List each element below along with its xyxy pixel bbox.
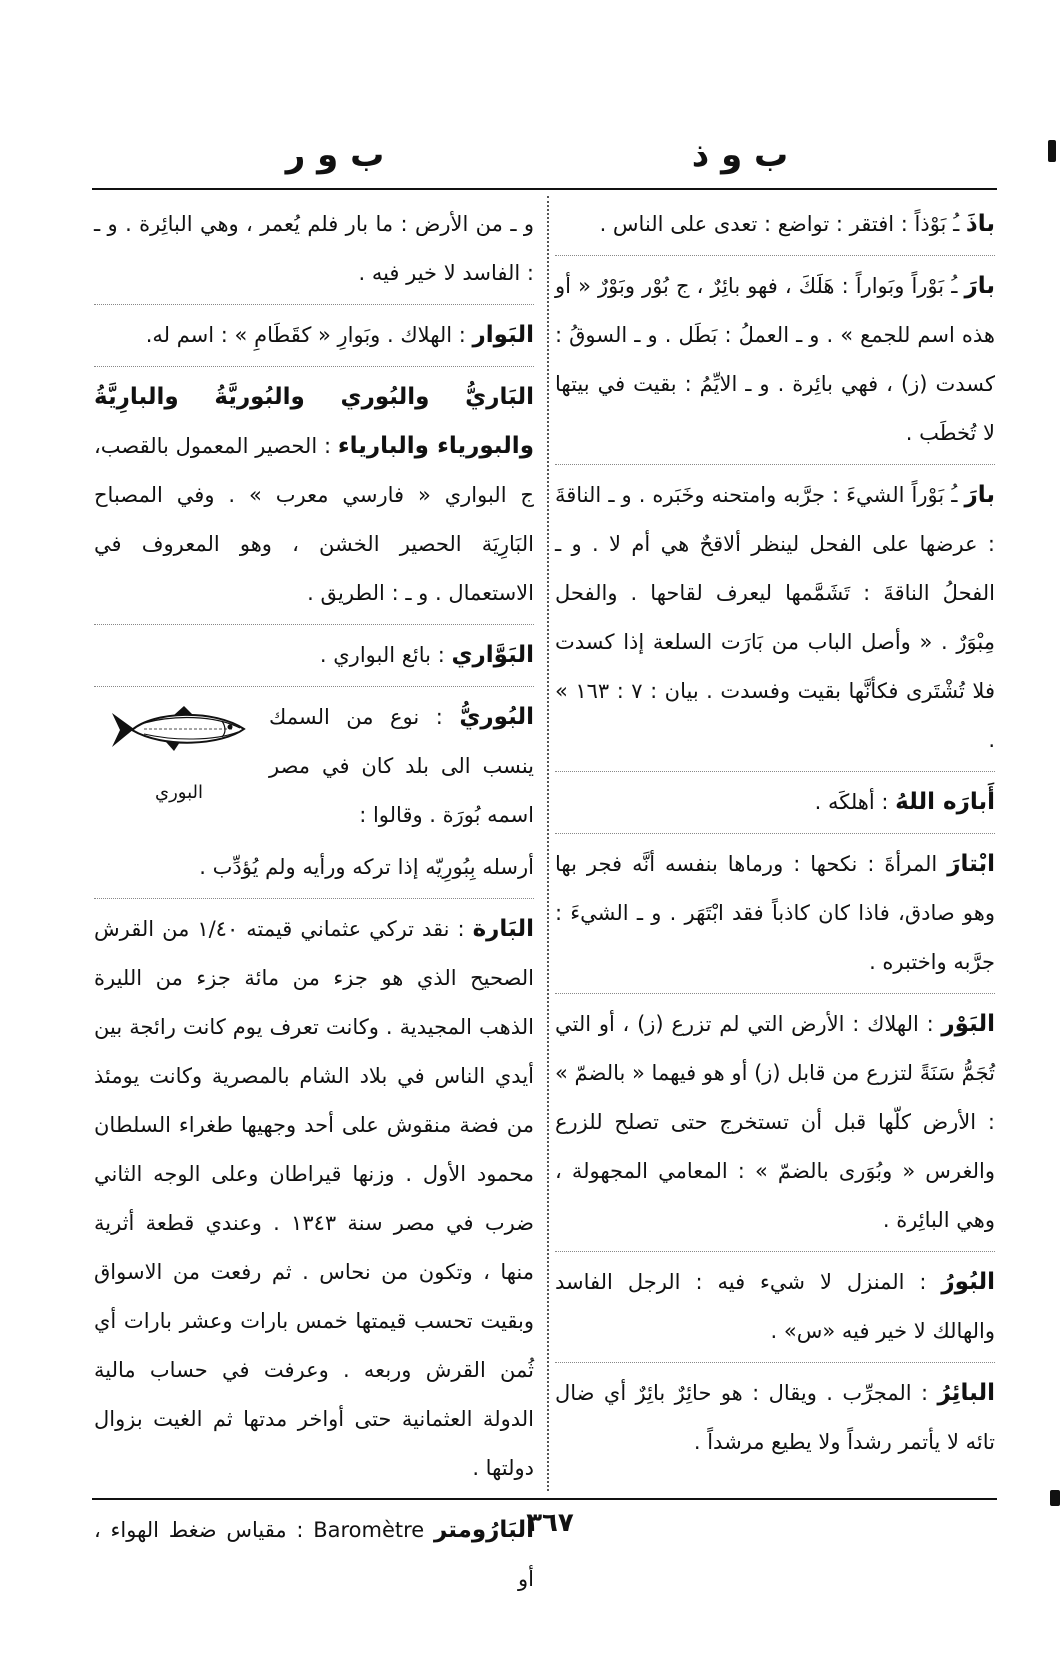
entry-text: Baromètre : مقياس ضغط الهواء ، أو <box>94 1518 534 1591</box>
fish-block <box>94 693 534 843</box>
entry-text: ـُ بَوْراً وبَواراً : هَلَكَ ، فهو بائِرٌ ، ج بُوْر وبَوْرٌ « أو هذه اسم للجمع » . و ـ العملُ : بَطَل . و ـ السوقُ : كسدت (ز) ، فهي بائِرة . و ـ الايِّمُ : بقيت في بيتها لا تُخطَب . <box>555 274 995 445</box>
entry <box>555 840 995 994</box>
entry <box>555 1000 995 1252</box>
entry-text: : المجرِّب . ويقال : هو حائِرٌ بائِرٌ أي ضال تائه لا يأتمر رشداً ولا يطيع مرشداً . <box>555 1381 995 1454</box>
entry <box>94 631 534 687</box>
entry-headword: البَوْر <box>941 1011 995 1037</box>
fish-text <box>269 693 534 840</box>
entry-headword: البَوَّاري <box>451 642 534 668</box>
bottom-rule <box>92 1498 997 1500</box>
fish-icon <box>104 701 254 761</box>
entry-text: ـُ بَوْراً الشيءَ : جرَّبه وامتحنه وخَبَره . و ـ الناقةَ : عرضها على الفحل لينظر ألاقحٌ هي أم لا . و ـ الفحلُ الناقةَ : تَشَمَّمها ليعرف لقاحها . والفحل مِبْوَرٌ . « وأصل الباب من بَارَت السلعة إذا كسدت فلا تُشْتَرى فكأنَّها بقيت وفسدت . بيان : ٧ : ١٦٣ » . <box>555 483 995 752</box>
entry <box>555 778 995 834</box>
right-column <box>555 200 995 1479</box>
entry-headword: البَارة <box>472 916 534 942</box>
entry-headword: البَاريُّ والبُوري والبُوريَّةُ والبارِيَّةُ والبورياء والبارياء <box>94 384 534 459</box>
entry <box>555 1258 995 1363</box>
margin-mark <box>1050 1490 1060 1506</box>
entry <box>94 373 534 625</box>
left-column <box>94 200 534 1616</box>
entry-headword: بارَ <box>964 273 995 299</box>
entry-text: : بائع البواري . <box>319 643 445 667</box>
entry <box>94 1506 534 1610</box>
fish-entry <box>94 693 534 899</box>
entry-headword: باذَ <box>965 211 995 237</box>
entry <box>555 262 995 465</box>
fish-illustration <box>94 701 264 805</box>
entry-text: ـُ بَوْذاً : افتقر : تواضع : تعدى على الناس . <box>599 212 960 236</box>
entry-text: : الهلاك . وبَوارِ « كقَطَامِ » : اسم له. <box>145 323 466 347</box>
entry-headword: ابْتارَ <box>947 851 995 877</box>
entry <box>555 1369 995 1473</box>
entry <box>555 200 995 256</box>
entry <box>94 200 534 305</box>
entry <box>94 905 534 1500</box>
margin-mark <box>1048 140 1056 162</box>
entry-headword: البَارُومتر <box>433 1517 534 1543</box>
entry-headword: البَوار <box>472 322 534 348</box>
entry-headword: أَبارَه اللهُ <box>895 789 995 815</box>
entry-text: و ـ من الأرض : ما بار فلم يُعمر ، وهي البائِرة . و ـ : الفاسد لا خير فيه . <box>94 212 534 285</box>
top-rule <box>92 188 997 190</box>
entry <box>555 471 995 772</box>
entry <box>94 311 534 367</box>
column-divider <box>547 196 549 1491</box>
page-number: ٣٦٧ <box>526 1508 574 1538</box>
entry-headword: البائِرُ <box>937 1380 995 1406</box>
entry-headword: البُوريُّ <box>459 704 534 730</box>
entry-text: : نوع من السمك ينسب الى بلد كان في مصر اسمه بُورَة . وقالوا : <box>269 705 534 827</box>
entry-text: أرسله بِبُورِيّه إذا تركه ورأيه ولم يُؤدِّب . <box>199 855 534 879</box>
fish-caption: البوري <box>155 782 203 803</box>
entry-text: المرأةَ : نكحها : ورماها بنفسه أنَّه فجر بها وهو صادق، فاذا كان كاذباً فقد ابْتَهَر . و ـ الشيءَ : جرَّبه واختبره . <box>555 852 995 974</box>
entry-text: : المنزل لا شيء فيه : الرجل الفاسد والهالك لا خير فيه «س» . <box>555 1270 995 1343</box>
entry-headword: بارَ <box>964 482 995 508</box>
entry-text: : نقد تركي عثماني قيمته ١/٤٠ من القرش الصحيح الذي هو جزء من مائة جزء من الليرة الذهب المجيدية . وكانت تعرف يوم كانت رائجة بين أيدي الناس في بلاد الشام بالمصرية وكانت يومئذ من فضة منقوش على أحد وجهيها طغراء السلطان محمود الأول . وزنها قيراطان وعلى الوجه الثاني ضرب في مصر سنة ١٣٤٣ . وعندي قطعة أثرية منها ، وتكون من نحاس . ثم رفعت من الاسواق وبقيت تحسب قيمتها خمس بارات وعشر بارات أي ثُمن القرش وربعه . وعرفت في حساب مالية الدولة العثمانية حتى أواخر مدتها ثم الغيت بزوال دولتها . <box>94 917 535 1480</box>
entry-headword: البُورُ <box>941 1269 995 1295</box>
root-header-left: ب و ر <box>285 135 385 175</box>
entry-text: : الحصير المعمول بالقصب، ج البواري « فارسي معرب » . وفي المصباح البَارِيَة الحصير الخشن ، وهو المعروف في الاستعمال . و ـ : الطريق . <box>94 434 534 605</box>
entry-text: : الهلاك : الأرض التي لم تزرع (ز) ، أو التي تُجَمُّ سَنَةً لتزرع من قابل (ز) أو هو فيهما « بالضمّ » : الأرض كلّها قبل أن تستخرج حتى تصلح للزرع والغرس « وبُوَرى بالضمّ » : المعامي المجهولة ، وهي البائِرة . <box>555 1012 995 1232</box>
entry-text: : أهلكَه . <box>814 790 889 814</box>
root-header-right: ب و ذ <box>691 135 789 175</box>
